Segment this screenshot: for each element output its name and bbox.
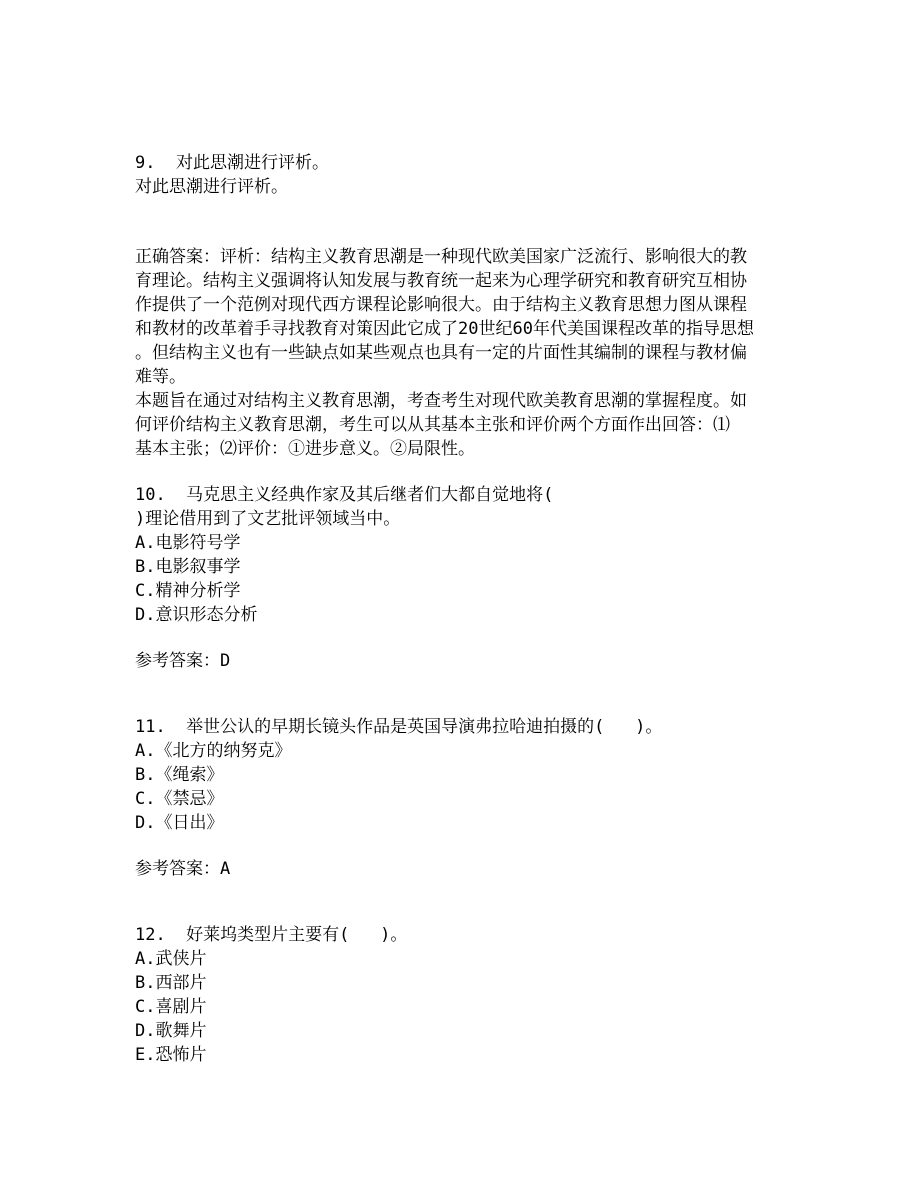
q10-title: 10. 马克思主义经典作家及其后继者们大都自觉地将(: [135, 485, 554, 505]
q9-answer-line: 。但结构主义也有一些缺点如某些观点也具有一定的片面性其编制的课程与教材偏: [135, 343, 747, 363]
q9-answer-line: 基本主张；⑵评价：①进步意义。②局限性。: [135, 439, 475, 459]
q11-option-c: C.《禁忌》: [135, 789, 224, 809]
q9-answer-line: 本题旨在通过对结构主义教育思潮，考查考生对现代欧美教育思潮的掌握程度。如: [135, 391, 747, 411]
q9-answer-line: 正确答案：评析：结构主义教育思潮是一种现代欧美国家广泛流行、影响很大的教: [135, 247, 747, 267]
q12-option-d: D.歌舞片: [135, 1021, 207, 1041]
q12-option-c: C.喜剧片: [135, 997, 207, 1017]
q9-answer-line: 和教材的改革着手寻找教育对策因此它成了20世纪60年代美国课程改革的指导思想: [135, 319, 754, 339]
q10-option-d: D.意识形态分析: [135, 605, 258, 625]
q9-answer-line: 难等。: [135, 367, 186, 387]
q11-option-d: D.《日出》: [135, 813, 224, 833]
q9-answer-line: 何评价结构主义教育思潮，考生可以从其基本主张和评价两个方面作出回答：⑴: [135, 415, 730, 435]
q12-option-e: E.恐怖片: [135, 1045, 207, 1065]
q12-option-a: A.武侠片: [135, 949, 207, 969]
q9-answer-line: 育理论。结构主义强调将认知发展与教育统一起来为心理学研究和教育研究互相协: [135, 271, 747, 291]
q11-option-a: A.《北方的纳努克》: [135, 741, 292, 761]
q9-answer-line: 作提供了一个范例对现代西方课程论影响很大。由于结构主义教育思想力图从课程: [135, 295, 747, 315]
q10-title-continued: )理论借用到了文艺批评领域当中。: [135, 509, 401, 529]
q10-option-c: C.精神分析学: [135, 581, 241, 601]
q11-answer: 参考答案：A: [135, 859, 231, 879]
q9-subtitle: 对此思潮进行评析。: [135, 177, 288, 197]
q10-option-b: B.电影叙事学: [135, 557, 241, 577]
q11-title: 11. 举世公认的早期长镜头作品是英国导演弗拉哈迪拍摄的( )。: [135, 717, 663, 737]
q10-answer: 参考答案：D: [135, 651, 231, 671]
q11-option-b: B.《绳索》: [135, 765, 224, 785]
q9-title: 9. 对此思潮进行评析。: [135, 153, 329, 173]
q10-option-a: A.电影符号学: [135, 533, 241, 553]
q12-title: 12. 好莱坞类型片主要有( )。: [135, 925, 408, 945]
q12-option-b: B.西部片: [135, 973, 207, 993]
